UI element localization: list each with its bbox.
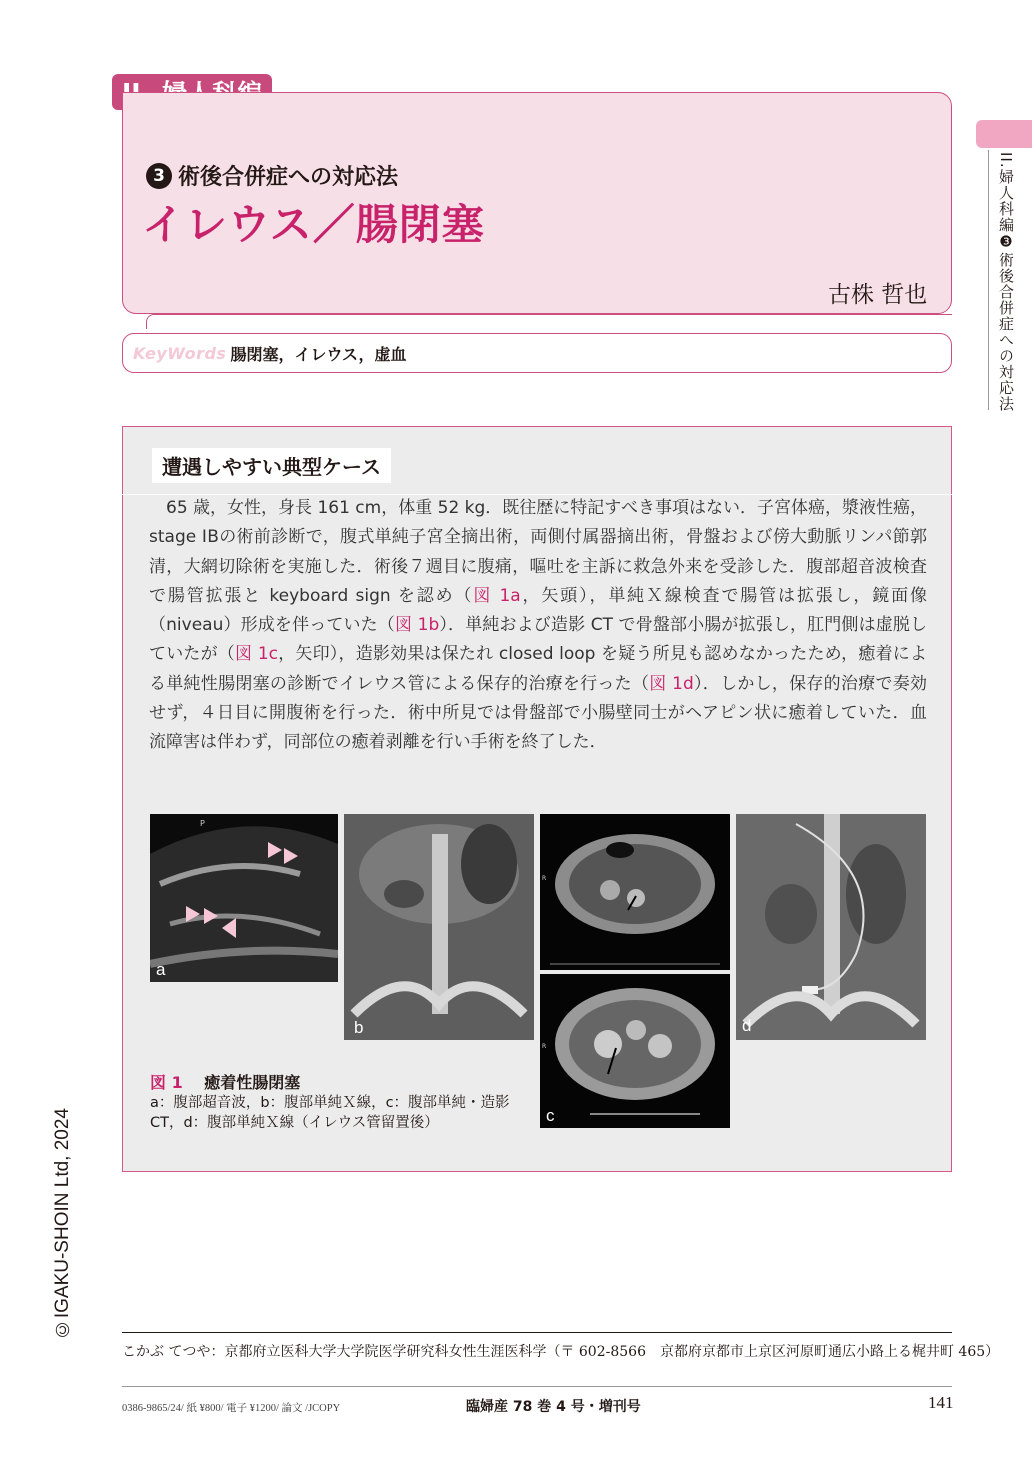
figure-caption: a：腹部超音波，b：腹部単純Ｘ線，c：腹部単純・造影 CT，d：腹部単純Ｘ線（イレウス管留置後） [150, 1095, 510, 1131]
ct-contrast-marker: R [542, 1043, 547, 1050]
subtitle [146, 160, 398, 191]
side-tab-marker [976, 120, 1032, 148]
ct-marker: R [542, 875, 547, 882]
keywords-frame-line [146, 314, 952, 329]
figure-reference-link[interactable]: 図 1d [649, 673, 694, 694]
figure-number: 図 1 [150, 1073, 183, 1092]
figure-label-b: b [354, 1018, 364, 1037]
ct-contrast-illustration [540, 974, 730, 1128]
issn-line: 0386-9865/24/ 紙 ¥800/ 電子 ¥1200/ 論文 /JCOPY [122, 1403, 341, 1414]
ultrasound-marker: P [200, 819, 205, 828]
xray-illustration [344, 814, 534, 1040]
journal-name: 臨婦産 78 巻 4 号・増刊号 [466, 1399, 641, 1415]
figure-label-c: c [546, 1106, 555, 1125]
figure-image-xray-b [344, 814, 534, 1040]
side-tab-text: II.婦人科編❸術後合併症への対応法 [997, 152, 1015, 412]
figure-reference-link[interactable]: 図 1b [394, 615, 440, 636]
case-text-segment: ）．しかし，保存的治療で奏効せず，４日目に開腹術を行った．術中所見では骨盤部で小腸壁同士がヘアピン状に癒着していた．血流障害は伴わず，同部位の癒着剥離を行い手術を終了した． [149, 673, 927, 753]
ct-illustration [540, 814, 730, 970]
article-title: イレウス／腸閉塞 [142, 200, 485, 249]
author: 古株 哲也 [828, 282, 928, 308]
case-heading: 遭遇しやすい典型ケース [152, 448, 391, 483]
case-body [149, 494, 927, 758]
subtitle-number-badge: 3 [146, 163, 172, 189]
case-paragraph [149, 494, 927, 758]
figure-title: 癒着性腸閉塞 [204, 1073, 301, 1092]
figure-caption-title [150, 1070, 300, 1093]
figure-image-xray-d [736, 814, 926, 1040]
keywords-label: KeyWords [133, 343, 227, 363]
subtitle-text: 術後合併症への対応法 [178, 165, 399, 190]
keywords-box [122, 333, 952, 373]
figure-reference-link[interactable]: 図 1c [235, 644, 278, 665]
figure-image-ultrasound [150, 814, 338, 982]
author-affiliation: こかぶ てつや：京都府立医科大学大学院医学研究科女性生涯医科学（〒 602-8566 京都府京都市上京区河原町通広小路上る梶井町 465） [122, 1344, 1000, 1360]
xray-tube-illustration [736, 814, 926, 1040]
copyright: ©IGAKU-SHOIN Ltd, 2024 [52, 1108, 73, 1340]
page-number: 141 [928, 1393, 954, 1412]
case-text-segment: 65 歳，女性，身長 161 cm，体重 52 kg．既往歴に特記すべき事項はない．子宮体癌，漿液性癌，stage ⅠBの術前診断で，腹式単純子宮全摘出術，両側付属器摘出術，骨盤および傍大動脈リンパ節郭清，大網切除術を実施した．術後７週目に腹痛，嘔吐を主訴に救急外来を受診した．腹部超音波検査で腸管拡張と keyboard sign を認め（ [149, 498, 927, 606]
side-tab-divider [988, 150, 989, 410]
figure-reference-link[interactable]: 図 1a [473, 585, 521, 606]
case-text-segment: ，矢印），造影効果は保たれ closed loop を疑う所見も認めなかったため，癒着による単純性腸閉塞の診断でイレウス管による保存的治療を行った（ [149, 644, 927, 694]
figure-image-ct-plain [540, 814, 730, 970]
figure-label-d: d [742, 1016, 752, 1035]
figure-label-a: a [156, 960, 166, 979]
figure-image-ct-contrast [540, 974, 730, 1128]
case-text-segment: ，矢頭），単純Ｘ線検査で腸管は拡張し，鏡面像（niveau）形成を伴っていた（ [149, 585, 927, 636]
footer-rule-bottom [122, 1386, 952, 1387]
footer-rule [122, 1332, 952, 1333]
case-text-segment: ）．単純および造影 CT で骨盤部小腸が拡張し，肛門側は虚脱していたが（ [149, 615, 928, 665]
keywords-text: 腸閉塞，イレウス，虚血 [230, 344, 407, 364]
ultrasound-illustration [150, 814, 338, 982]
